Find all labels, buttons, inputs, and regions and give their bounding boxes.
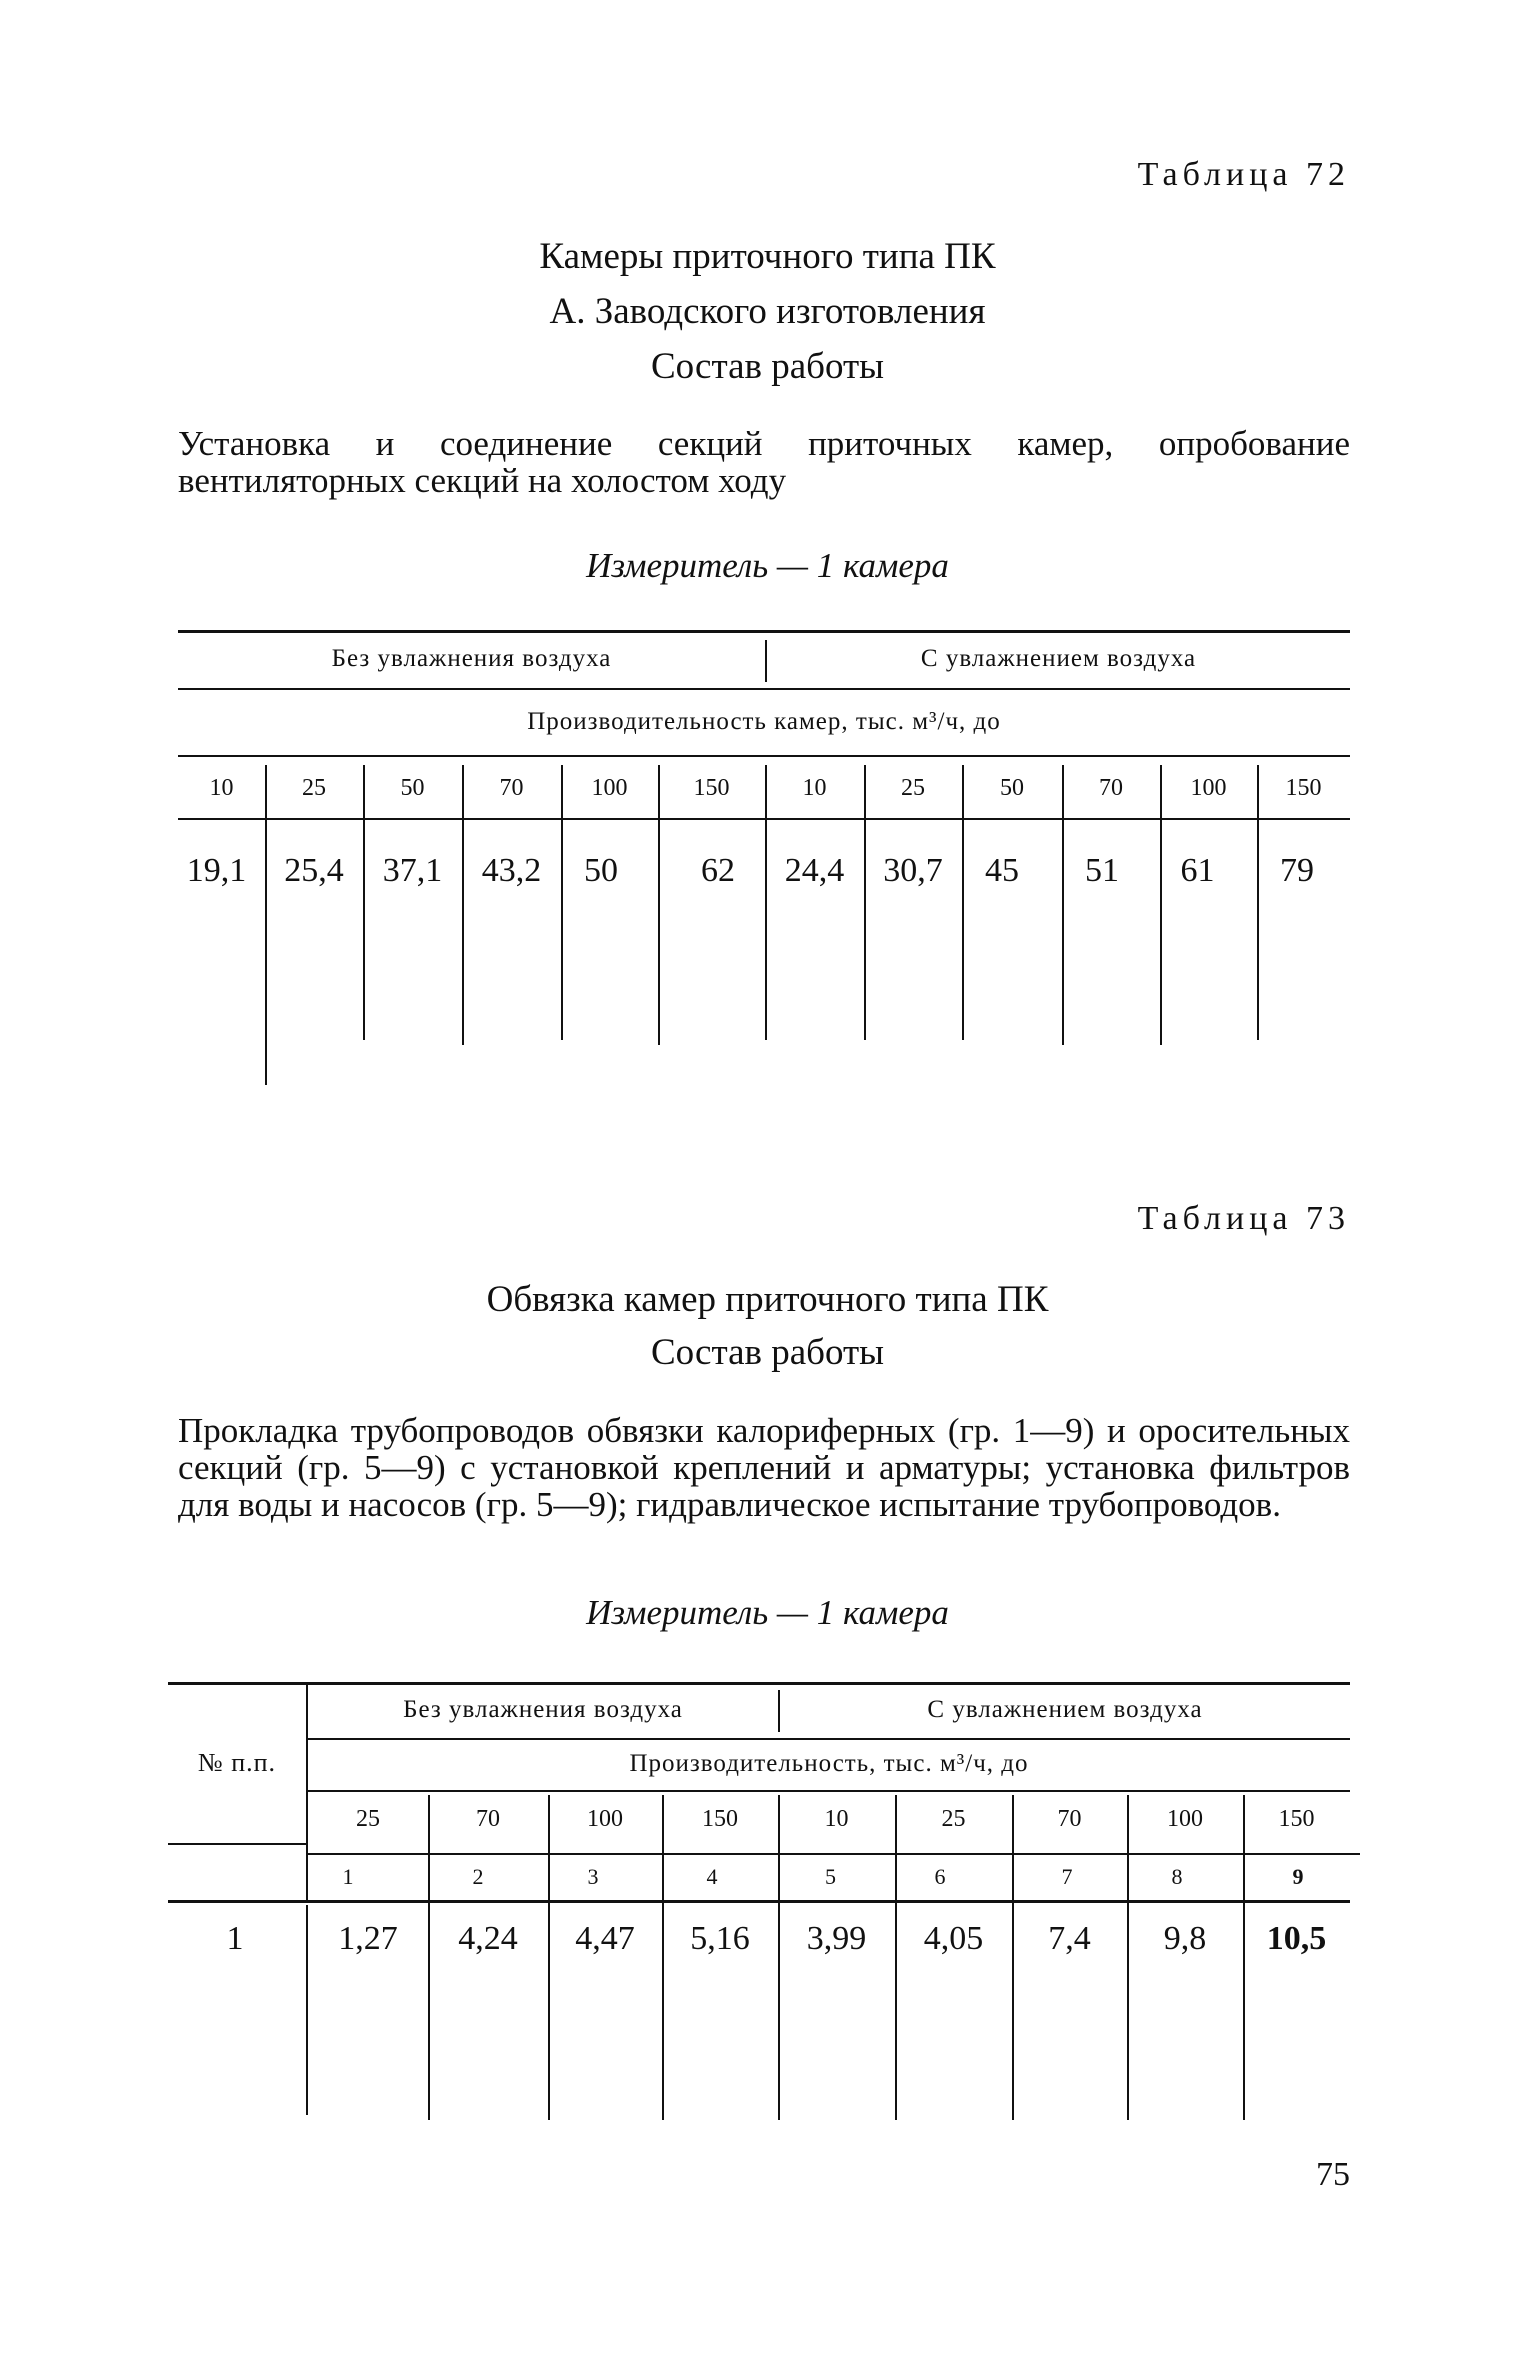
table-73-measure: Измеритель — 1 камера	[586, 1593, 949, 1632]
t72-value: 37,1	[382, 852, 443, 889]
t73-col-number: 7	[1061, 1864, 1073, 1889]
t73-value: 5,16	[690, 1920, 750, 1957]
t72-value: 50	[584, 852, 618, 889]
t72-col-header: 25	[901, 775, 925, 801]
table-72-title: Камеры приточного типа ПК	[539, 236, 996, 277]
t73-col-header: 70	[1057, 1806, 1082, 1832]
t72-value: 45	[985, 852, 1019, 889]
t73-value: 10,5	[1266, 1920, 1327, 1957]
t73-value: 9,8	[1163, 1920, 1207, 1957]
table-72-number: Таблица 72	[1137, 156, 1350, 193]
t72-col-header: 150	[693, 775, 730, 801]
table-73-work-heading: Состав работы	[650, 1332, 885, 1373]
t72-group-with-humidification: С увлажнением воздуха	[920, 645, 1197, 672]
t73-col-header: 150	[1278, 1806, 1315, 1832]
t73-value: 4,47	[575, 1920, 635, 1957]
t73-value: 7,4	[1048, 1920, 1091, 1957]
t72-value: 51	[1085, 852, 1119, 889]
t73-row-header: № п.п.	[197, 1748, 277, 1777]
t73-col-header: 70	[476, 1806, 500, 1832]
t72-value: 24,4	[784, 852, 845, 889]
t73-value: 1,27	[338, 1920, 398, 1957]
t73-col-header: 25	[941, 1806, 966, 1832]
t73-value: 4,24	[458, 1920, 518, 1957]
t72-value: 43,2	[481, 852, 542, 889]
t73-col-header: 10	[824, 1806, 849, 1832]
t73-col-header: 150	[702, 1806, 738, 1832]
t72-col-header: 25	[302, 775, 326, 801]
t73-value: 3,99	[806, 1920, 867, 1957]
t72-capacity-header: Производительность камер, тыс. м³/ч, до	[527, 708, 1001, 735]
t73-capacity-header: Производительность, тыс. м³/ч, до	[629, 1750, 1029, 1777]
t73-col-number: 3	[587, 1864, 599, 1889]
t72-col-header: 150	[1285, 775, 1322, 801]
table-72-subtitle: А. Заводского изготовления	[549, 291, 986, 332]
t73-col-number: 5	[825, 1864, 836, 1889]
t72-col-header: 70	[1099, 775, 1123, 801]
t73-col-header: 25	[356, 1806, 380, 1832]
t72-col-header: 70	[499, 775, 524, 801]
t73-col-number: 9	[1292, 1864, 1304, 1889]
t73-group-with-humidification: С увлажнением воздуха	[927, 1696, 1203, 1723]
table-72-work-heading: Состав работы	[650, 346, 885, 387]
t73-col-number: 6	[934, 1864, 946, 1889]
table-72-measure: Измеритель — 1 камера	[586, 546, 949, 585]
t73-col-number: 1	[342, 1864, 354, 1889]
t72-col-header: 10	[802, 775, 827, 801]
t72-value: 62	[701, 852, 735, 889]
t72-col-header: 10	[209, 775, 234, 801]
t72-value: 19,1	[186, 852, 247, 889]
t72-value: 25,4	[284, 852, 344, 889]
t72-col-header: 50	[400, 775, 425, 801]
t73-col-number: 2	[472, 1864, 484, 1889]
table-73-title: Обвязка камер приточного типа ПК	[486, 1279, 1049, 1320]
table-73-description: Прокладка трубопроводов обвязки калориферных (гр. 1—9) и оросительных секций (гр. 5—9) с установкой креплений и арматуры; установка фильтров для воды и насосов (гр. 5—9); гидравлическое испытание трубопроводов.	[178, 1411, 1350, 1524]
t73-col-header: 100	[1167, 1806, 1203, 1832]
t72-group-without-humidification: Без увлажнения воздуха	[331, 645, 612, 672]
t73-col-number: 8	[1171, 1864, 1183, 1889]
t73-col-number: 4	[706, 1864, 718, 1889]
t73-col-header: 100	[587, 1806, 623, 1832]
t72-value: 30,7	[883, 852, 943, 889]
t73-value: 4,05	[923, 1920, 984, 1957]
t72-col-header: 100	[1190, 775, 1227, 801]
t72-col-header: 50	[1000, 775, 1024, 801]
t73-group-without-humidification: Без увлажнения воздуха	[403, 1696, 683, 1723]
t73-row-number: 1	[226, 1920, 244, 1957]
t72-value: 79	[1280, 852, 1314, 889]
table-72-description: Установка и соединение секций приточных камер, опробование вентиляторных секций на холостом ходу	[178, 424, 1350, 500]
table-73-number: Таблица 73	[1137, 1200, 1350, 1237]
t72-value: 61	[1180, 852, 1215, 889]
page-number: 75	[1316, 2156, 1350, 2193]
t72-col-header: 100	[591, 775, 628, 801]
